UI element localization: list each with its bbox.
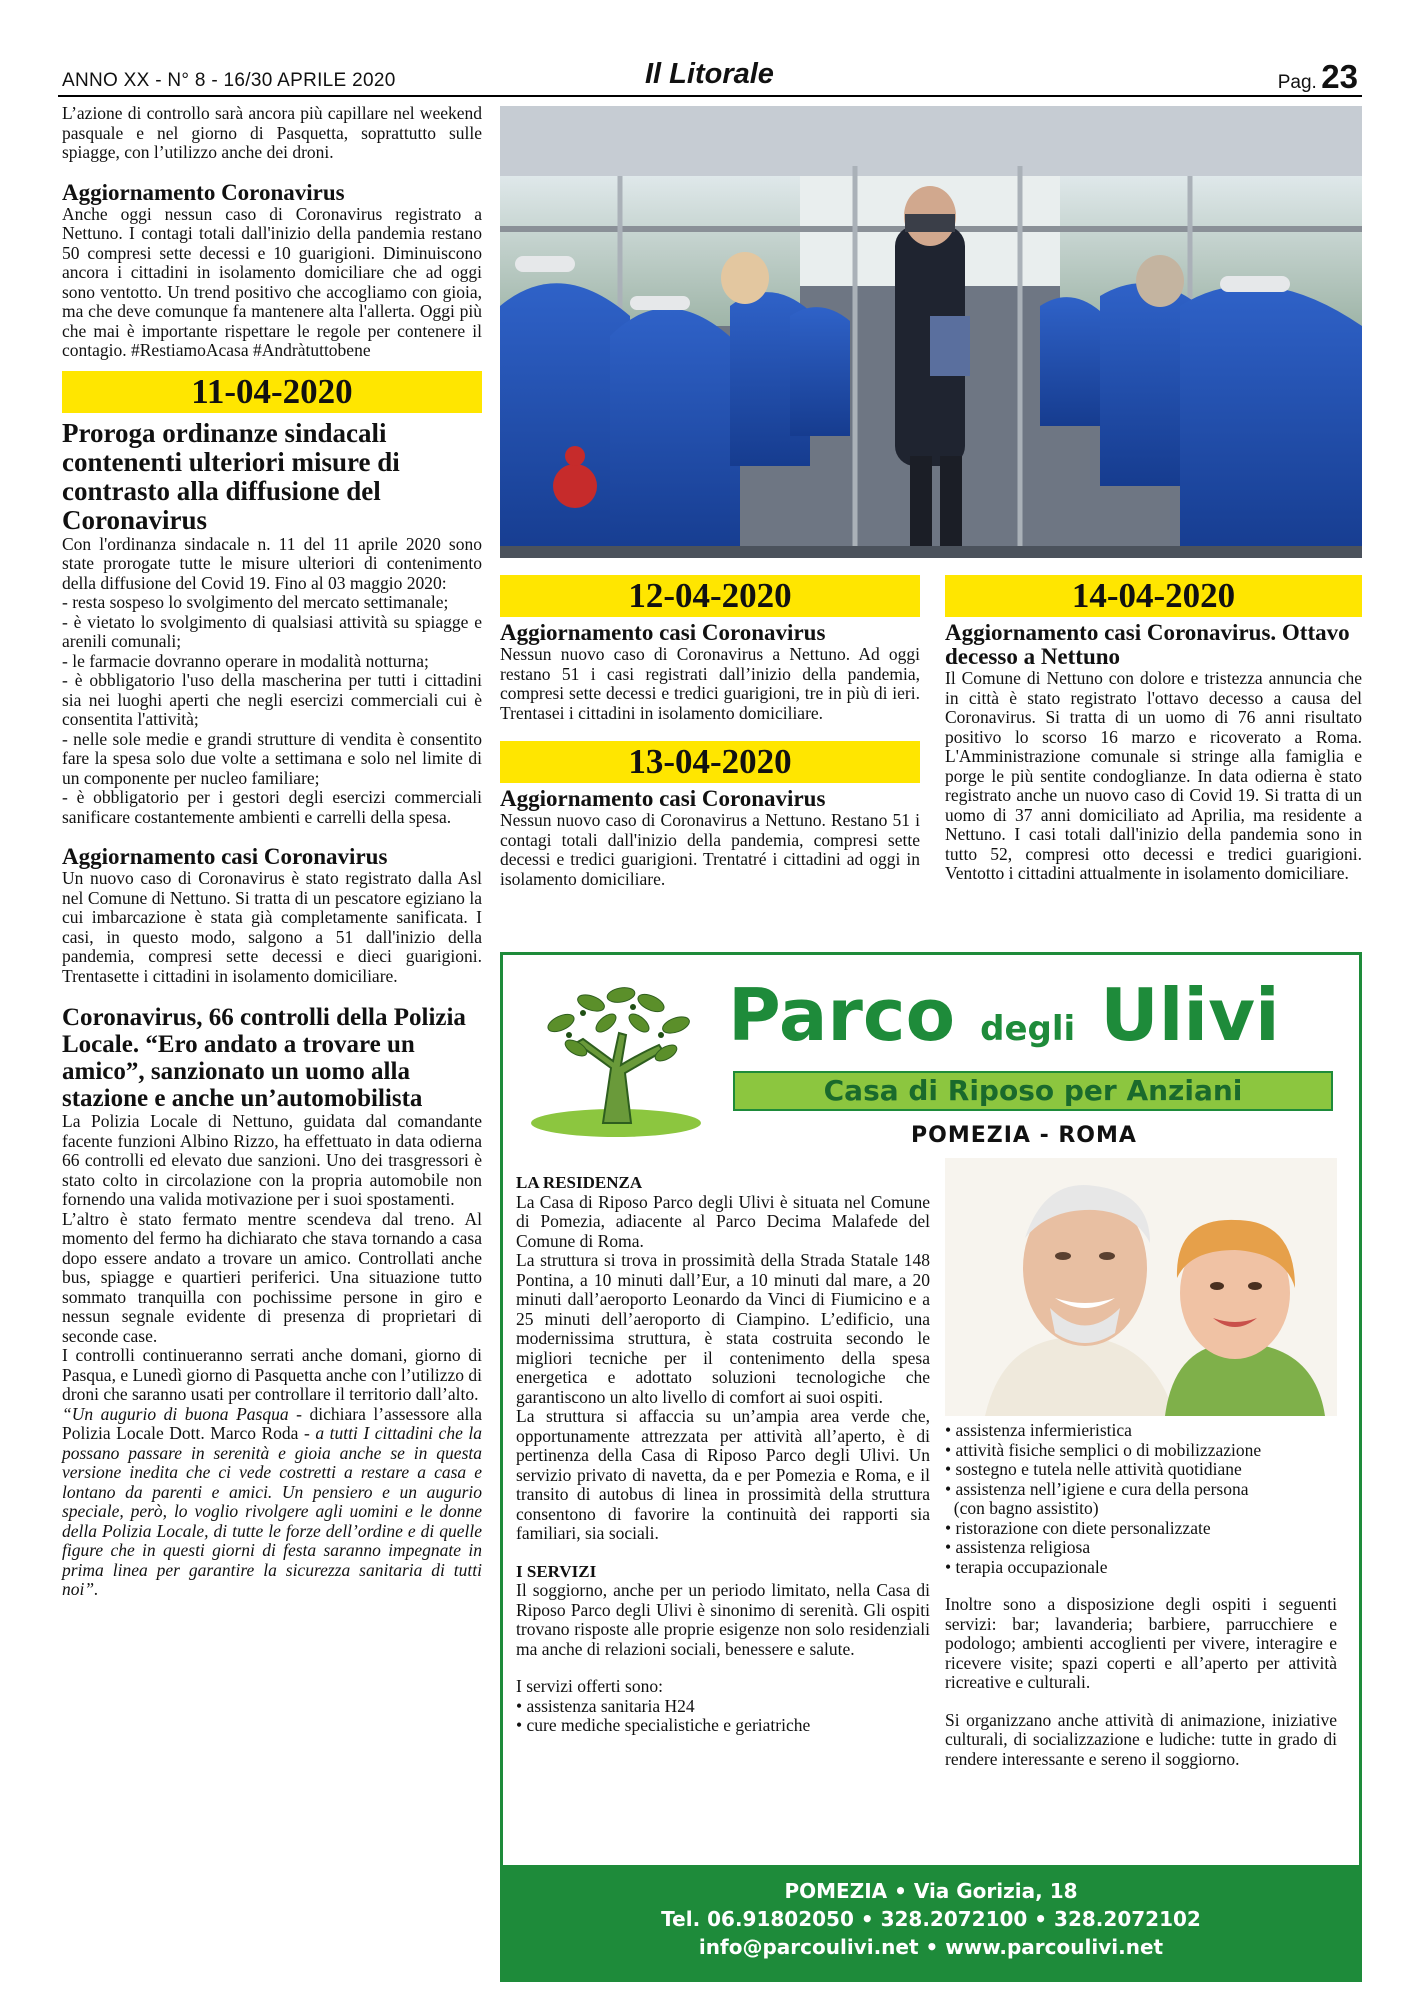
bus-interior-photo [500, 106, 1362, 558]
article-title: Aggiornamento casi Coronavirus. Ottavo decesso a Nettuno [945, 620, 1350, 669]
ad-paragraph: Il soggiorno, anche per un periodo limitato, nella Casa di Riposo Parco degli Ulivi è sinonimo di serenità. Gli ospiti trovano risposte alle proprie esigenze non solo residenziali ma anche di relazioni sociali, benessere e salute. [516, 1580, 930, 1659]
article-body: L’altro è stato fermato mentre scendeva dal treno. Al momento del fermo ha dichiarato che stava tornando a casa dopo essere andato a trovare un amico. Controllati anche bus, spiagge e quartieri periferici. Una situazione tutto sommato tranquilla con pochissime persone in giro e nessun segnale evidente di presenza di proprietari di seconde case. [62, 1208, 482, 1346]
article-body: Con l'ordinanza sindacale n. 11 del 11 aprile 2020 sono state prorogate tutte le misure ulteriori di contenimento della diffusione del Covid 19. Fino al 03 maggio 2020: [62, 533, 482, 593]
article-body: I controlli continueranno serrati anche domani, giorno di Pasqua, e Lunedì giorno di Pasquetta anche con l’utilizzo di droni che saranno usati per controllare il territorio dall’alto. [62, 1345, 482, 1404]
article-body: Nessun nuovo caso di Coronavirus a Nettuno. Restano 51 i contagi totali dall'inizio della pandemia, compresi sette decessi e tredici guarigioni. Trentatré i cittadini ad oggi in isolamento domiciliare. [500, 810, 920, 889]
ad-paragraph: La Casa di Riposo Parco degli Ulivi è situata nel Comune di Pomezia, adiacente al Parco Decima Malafede del Comune di Roma. [516, 1191, 930, 1251]
page-number [1278, 58, 1358, 96]
issue-info: ANNO XX - N° 8 - 16/30 APRILE 2020 [62, 70, 396, 91]
list-item: (con bagno assistito) [945, 1498, 1099, 1518]
list-item: - è obbligatorio per i gestori degli esercizi commerciali sanificare costantemente ambienti e carrelli della spesa. [62, 787, 482, 827]
elderly-couple-illustration [945, 1158, 1337, 1416]
ad-paragraph: La struttura si affaccia su un’ampia area verde che, opportunamente attrezzata per attività all’aperto, è di pertinenza della Casa di Riposo Parco degli Ulivi. Un servizio privato di navetta, da e per Pomezia e Roma, e il transito di autobus di linea in prossimità della struttura consentono di favorire la continuità dei rapporti sia familiari, sia sociali. [516, 1406, 930, 1543]
ad-title-part: Ulivi [1075, 973, 1280, 1057]
section-heading: LA RESIDENZA [516, 1173, 643, 1192]
ad-phones: Tel. 06.91802050 • 328.2072100 • 328.2072102 [661, 1907, 1201, 1931]
article-body: Anche oggi nessun caso di Coronavirus registrato a Nettuno. I contagi totali dall'inizio della pandemia restano 50 compresi sette decessi e 10 guarigioni. Diminuiscono ancora i cittadini in isolamento domiciliare che ad oggi sono ventotto. Un trend positivo che accogliamo con gioia, ma che deve comunque fa mantenere alta l'allerta. Oggi più che mai è importante rispettare le regole per contenere il contagio. #RestiamoAcasa #Andràtuttobene [62, 203, 482, 360]
header-rule [58, 95, 1362, 97]
list-item: - è vietato lo svolgimento di qualsiasi attività su spiagge e arenili comunali; [62, 611, 482, 651]
article-title: Aggiornamento casi Coronavirus [62, 844, 388, 869]
ad-web-email: info@parcoulivi.net • www.parcoulivi.net [698, 1935, 1164, 1959]
article-title: Coronavirus, 66 controlli della Polizia Locale. “Ero andato a trovare un amico”, sanzionato un uomo alla stazione e anche un’automobilista [62, 1004, 466, 1112]
list-item: • assistenza sanitaria H24 [516, 1695, 695, 1716]
ad-location: POMEZIA - ROMA [911, 1123, 1137, 1148]
quote-text: a tutti I cittadini che la possano passare in serenità e gioia anche se in questa versione inedita che ci vede costretti a restare a casa e lontano da parenti e amici. Un pensiero e un augurio speciale, però, lo voglio rivolgere agli uomini e le donne della Polizia Locale, di tutte le forze dell’ordine e di quelle figure che in questi giorni di festa saranno impegnate in prima linea per garantire la sicurezza sanitaria di tutti noi”. [62, 1423, 482, 1599]
quote-attribution: - dichiara l’assessore alla Polizia Locale Dott. Marco Roda - [62, 1403, 482, 1443]
list-item: - resta sospeso lo svolgimento del mercato settimanale; [62, 592, 449, 612]
list-item: • sostegno e tutela nelle attività quotidiane [945, 1459, 1242, 1479]
page-label: Pag. [1277, 72, 1317, 93]
left-column [62, 104, 482, 1600]
article-body: Un nuovo caso di Coronavirus è stato registrato dalla Asl nel Comune di Nettuno. Si tratta di un pescatore egiziano la cui imbarcazione è stata già completamente sanificata. I casi, in questo modo, salgono a 51 dall'inizio della pandemia, compresi sette decessi e dieci guarigioni. Trentasette i cittadini in isolamento domiciliare. [62, 868, 482, 986]
quote-paragraph [62, 1405, 482, 1600]
ad-title-part: Parco [728, 973, 981, 1057]
list-item: - nelle sole medie e grandi strutture di vendita è consentito fare la spesa solo due volte a settimana e solo nel limite di un componente per nucleo familiare; [62, 728, 482, 788]
ad-paragraph: La struttura si trova in prossimità della Strada Statale 148 Pontina, a 10 minuti dall’Eur, a 10 minuti dal mare, a 20 minuti dall’aeroporto Leonardo da Vinci di Fiumicino e a 25 minuti dell’aeroporto di Ciampino. L’edificio, una modernissima struttura, è stata costruita secondo le migliori tecniche per il contenimento della spesa energetica e adottato soluzioni tecnologiche che garantiscono un alto livello di comfort ai suoi ospiti. [516, 1250, 930, 1407]
ad-title-part: degli [980, 1009, 1076, 1049]
quote-text: “Un augurio di buona Pasqua [62, 1403, 289, 1424]
article-title: Aggiornamento Coronavirus [62, 179, 345, 205]
list-item: • terapia occupazionale [945, 1556, 1108, 1577]
ad-subtitle: Casa di Riposo per Anziani [733, 1071, 1333, 1111]
list-item: • assistenza religiosa [945, 1537, 1091, 1557]
ad-address: POMEZIA • Via Gorizia, 18 [784, 1879, 1078, 1903]
list-item: • attività fisiche semplici o di mobilizzazione [945, 1439, 1262, 1460]
section-heading: I SERVIZI [516, 1561, 597, 1581]
date-banner: 14-04-2020 [945, 575, 1362, 617]
ad-contact-footer [503, 1865, 1359, 1979]
page-number-value: 23 [1321, 58, 1358, 95]
list-item: - le farmacie dovranno operare in modalità notturna; [62, 650, 429, 671]
ad-right-text [945, 1421, 1337, 1769]
article-body: Nessun nuovo caso di Coronavirus a Nettuno. Ad oggi restano 51 i casi registrati dall’inizio della pandemia, compresi sette decessi e tredici guarigioni, tre in più di ieri. Trentasei i cittadini in isolamento domiciliare. [500, 644, 920, 723]
list-item: • cure mediche specialistiche e geriatriche [516, 1715, 811, 1735]
date-banner: 12-04-2020 [500, 575, 920, 617]
date-banner: 13-04-2020 [500, 741, 920, 783]
ad-paragraph: I servizi offerti sono: [516, 1676, 663, 1696]
list-item: • ristorazione con diete personalizzate [945, 1517, 1211, 1538]
elderly-couple-photo [945, 1158, 1337, 1416]
article-title: Proroga ordinanze sindacali contenenti ulteriori misure di contrasto alla diffusione del Coronavirus [62, 417, 400, 535]
newspaper-title: Il Litorale [645, 58, 774, 90]
article-body: La Polizia Locale di Nettuno, guidata dal comandante facente funzioni Albino Rizzo, ha effettuato in data odierna 66 controlli ed elevato due sanzioni. Uno dei trasgressori è stato colto in circolazione con la propria automobile non fornendo una valida motivazione per i suoi spostamenti. [62, 1111, 482, 1209]
bus-photo-illustration [500, 106, 1362, 558]
ad-left-text [516, 1173, 930, 1736]
middle-column [500, 575, 920, 889]
list-item: • assistenza infermieristica [945, 1420, 1132, 1440]
olive-tree-logo [521, 973, 711, 1143]
date-banner: 11-04-2020 [62, 371, 482, 413]
article-title: Aggiornamento casi Coronavirus [500, 786, 826, 811]
list-item: • assistenza nell’igiene e cura della persona [945, 1478, 1249, 1499]
ad-title [728, 975, 1280, 1069]
right-column [945, 575, 1362, 884]
parco-degli-ulivi-ad [500, 952, 1362, 1982]
list-item: - è obbligatorio l'uso della mascherina per tutti i cittadini sia nei luoghi aperti che negli esercizi commerciali cui è consentita l'attività; [62, 670, 482, 729]
ad-paragraph: Si organizzano anche attività di animazione, iniziative culturali, di socializzazione e ludiche: tutte in grado di rendere interessante e sereno il soggiorno. [945, 1709, 1337, 1769]
intro-paragraph: L’azione di controllo sarà ancora più capillare nel weekend pasquale e nel giorno di Pasquetta, soprattutto sulle spiagge, con l’utilizzo anche dei droni. [62, 103, 482, 162]
ad-paragraph: Inoltre sono a disposizione degli ospiti i seguenti servizi: bar; lavanderia; barbiere, parrucchiere e podologo; ambienti accoglienti per vivere, interagire e ricevere visite; spazi coperti e all’aperto per attività ricreative e culturali. [945, 1594, 1337, 1692]
article-body: Il Comune di Nettuno con dolore e tristezza annuncia che in città è stato registrato l'ottavo decesso a causa del Coronavirus. Si tratta di un uomo di 76 anni risultato positivo lo scorso 16 marzo e ricoverato a Roma. L'Amministrazione comunale si stringe alla famiglia e porge le più sentite condoglianze. In data odierna è stato registrato anche un nuovo caso di Covid 19. Si tratta di un uomo di 37 anni domiciliato ad Aprilia, ma residente a Nettuno. I casi totali dall'inizio della pandemia sono in tutto 52, compresi otto decessi e tredici guarigioni. Ventotto i cittadini attualmente in isolamento domiciliare. [945, 668, 1362, 883]
article-title: Aggiornamento casi Coronavirus [500, 620, 826, 645]
